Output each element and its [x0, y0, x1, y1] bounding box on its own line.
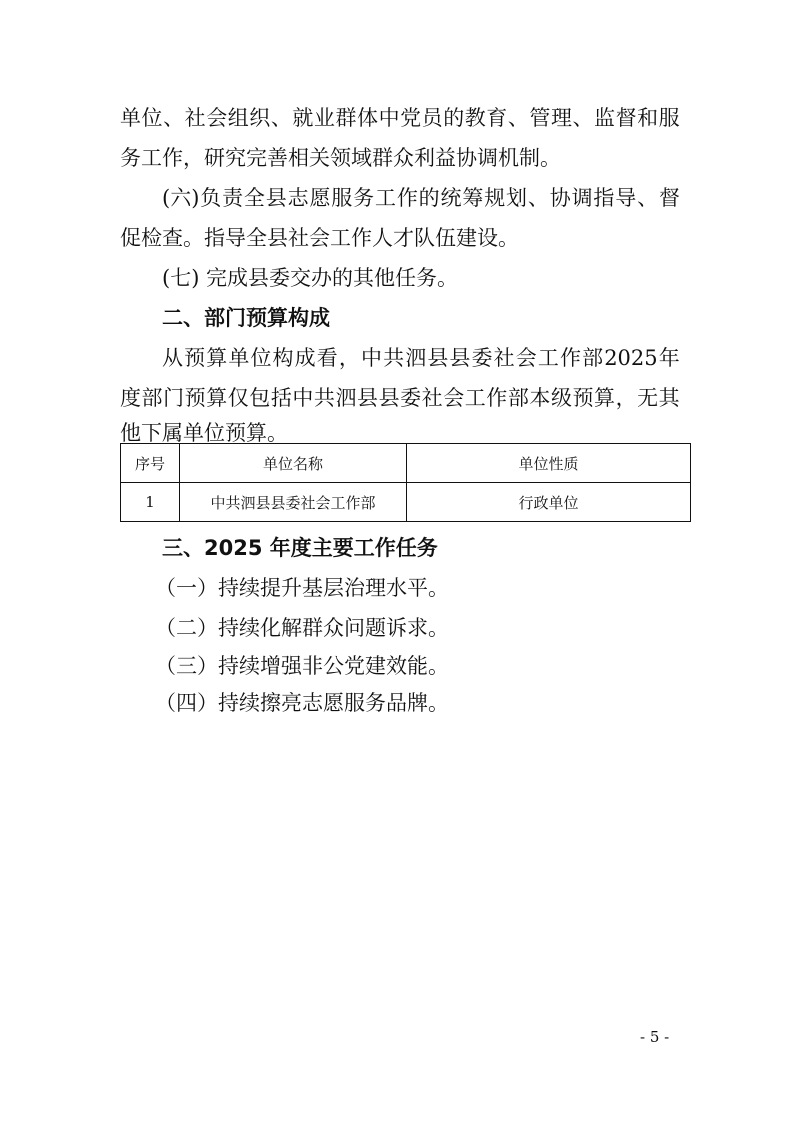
- table-row: [121, 483, 691, 522]
- glyph: 作: [396, 186, 418, 210]
- glyph: 会: [443, 386, 465, 410]
- glyph: 划: [506, 186, 528, 210]
- glyph: 从: [162, 346, 183, 370]
- glyph: 体: [357, 106, 379, 130]
- glyph: 组: [227, 106, 249, 130]
- cell-serial-number: 1: [121, 483, 180, 522]
- glyph: 构: [272, 346, 294, 370]
- glyph: 预: [184, 346, 206, 370]
- glyph: 共: [313, 386, 335, 410]
- glyph: 单: [120, 106, 141, 130]
- glyph: 调: [571, 186, 593, 210]
- glyph: 算: [206, 386, 228, 410]
- glyph: 预: [184, 386, 206, 410]
- glyph: 括: [270, 386, 292, 410]
- glyph: 县: [378, 386, 400, 410]
- glyph: 、: [163, 106, 185, 130]
- glyph: 、: [270, 106, 292, 130]
- glyph: 社: [493, 346, 515, 370]
- glyph: 、: [637, 186, 659, 210]
- glyph: 会: [515, 346, 537, 370]
- glyph: 县: [357, 386, 379, 410]
- glyph: 筹: [462, 186, 484, 210]
- glyph: 位: [141, 106, 163, 130]
- glyph: 工: [374, 186, 396, 210]
- header-unit-name: 单位名称: [180, 444, 407, 483]
- glyph: 督: [615, 106, 637, 130]
- glyph: 包: [249, 386, 271, 410]
- section-3-title: 三、2025 年度主要工作任务: [162, 536, 438, 560]
- glyph: 位: [250, 346, 272, 370]
- glyph: 其: [658, 386, 680, 410]
- item-6-line-2: 促检查。指导全县社会工作人才队伍建设。: [120, 226, 519, 250]
- budget-unit-table: [120, 443, 691, 522]
- glyph: 全: [243, 186, 265, 210]
- glyph: 部: [141, 386, 163, 410]
- glyph: 单: [228, 346, 250, 370]
- glyph: 指: [593, 186, 615, 210]
- glyph: 负: [200, 186, 222, 210]
- glyph: 算: [206, 346, 228, 370]
- glyph: 作: [559, 346, 581, 370]
- glyph: 中: [378, 106, 400, 130]
- glyph: 2025: [604, 346, 658, 370]
- item-6-line-1: [162, 183, 680, 213]
- section-2-body-line-1: [162, 343, 680, 373]
- glyph: 就: [292, 106, 314, 130]
- table-header-row: [121, 444, 691, 483]
- glyph: 的: [443, 106, 465, 130]
- glyph: 部: [582, 346, 604, 370]
- glyph: ，: [615, 386, 637, 410]
- glyph: (六): [162, 186, 200, 210]
- glyph: 监: [594, 106, 616, 130]
- cell-unit-name: 中共泗县县委社会工作部: [180, 483, 407, 522]
- glyph: 服: [331, 186, 353, 210]
- section-2-body-line-2: [120, 383, 680, 413]
- task-item-1: （一）持续提升基层治理水平。: [155, 576, 449, 600]
- glyph: 统: [440, 186, 462, 210]
- glyph: 员: [421, 106, 443, 130]
- glyph: 部: [507, 386, 529, 410]
- glyph: 委: [400, 386, 422, 410]
- glyph: 预: [572, 386, 594, 410]
- glyph: 愿: [309, 186, 331, 210]
- paragraph-1-line-1: [120, 103, 680, 133]
- paragraph-1-line-2: 务工作，研究完善相关领域群众利益协调机制。: [120, 146, 561, 170]
- glyph: 县: [427, 346, 449, 370]
- glyph: 志: [287, 186, 309, 210]
- glyph: 、: [572, 106, 594, 130]
- glyph: 县: [265, 186, 287, 210]
- glyph: 作: [486, 386, 508, 410]
- header-unit-type: 单位性质: [407, 444, 691, 483]
- glyph: 协: [549, 186, 571, 210]
- glyph: 县: [449, 346, 471, 370]
- cell-unit-type: 行政单位: [407, 483, 691, 522]
- glyph: 泗: [335, 386, 357, 410]
- page-number: - 5 -: [640, 1028, 670, 1046]
- glyph: 理: [550, 106, 572, 130]
- section-2-title: 二、部门预算构成: [162, 306, 330, 330]
- glyph: 业: [313, 106, 335, 130]
- glyph: 泗: [405, 346, 427, 370]
- glyph: 年: [658, 346, 680, 370]
- glyph: 管: [529, 106, 551, 130]
- glyph: 仅: [227, 386, 249, 410]
- glyph: 社: [421, 386, 443, 410]
- task-item-3: （三）持续增强非公党建效能。: [155, 654, 449, 678]
- glyph: 成: [294, 346, 316, 370]
- item-7: (七) 完成县委交办的其他任务。: [162, 266, 459, 290]
- glyph: 督: [658, 186, 680, 210]
- header-serial-number: 序号: [121, 444, 180, 483]
- glyph: 会: [206, 106, 228, 130]
- glyph: 的: [418, 186, 440, 210]
- glyph: 务: [353, 186, 375, 210]
- glyph: 本: [529, 386, 551, 410]
- glyph: 工: [464, 386, 486, 410]
- glyph: 中: [360, 346, 382, 370]
- glyph: 委: [471, 346, 493, 370]
- glyph: 门: [163, 386, 185, 410]
- glyph: 党: [400, 106, 422, 130]
- glyph: 、: [527, 186, 549, 210]
- glyph: 社: [184, 106, 206, 130]
- glyph: 共: [383, 346, 405, 370]
- glyph: 教: [464, 106, 486, 130]
- glyph: 看: [316, 346, 338, 370]
- glyph: 、: [507, 106, 529, 130]
- glyph: 服: [658, 106, 680, 130]
- glyph: 工: [537, 346, 559, 370]
- glyph: 育: [486, 106, 508, 130]
- glyph: 责: [222, 186, 244, 210]
- task-item-2: （二）持续化解群众问题诉求。: [155, 616, 449, 640]
- glyph: 中: [292, 386, 314, 410]
- glyph: 导: [615, 186, 637, 210]
- glyph: 织: [249, 106, 271, 130]
- glyph: 群: [335, 106, 357, 130]
- task-item-4: （四）持续擦亮志愿服务品牌。: [155, 691, 449, 715]
- glyph: 无: [637, 386, 659, 410]
- glyph: 算: [594, 386, 616, 410]
- glyph: 级: [550, 386, 572, 410]
- glyph: 规: [484, 186, 506, 210]
- glyph: 和: [637, 106, 659, 130]
- section-2-body-line-3: 他下属单位预算。: [120, 421, 288, 445]
- glyph: ，: [338, 346, 360, 370]
- glyph: 度: [120, 386, 141, 410]
